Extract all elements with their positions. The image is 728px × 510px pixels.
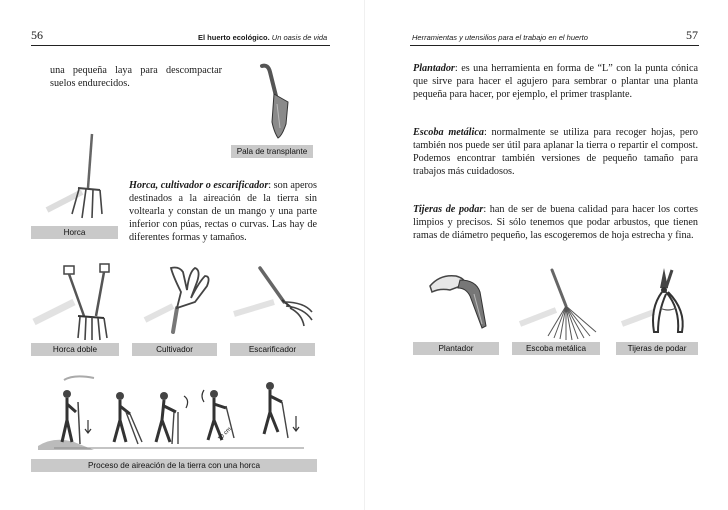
- horca-text: : son aperos destinados a la aireación de la tierra sin voltearla y constan de un mango y una parte inferior con púas, rectas o curvas. Las hay de diferentes formas y tamaños.: [129, 180, 317, 243]
- caption-tijeras: Tijeras de podar: [616, 342, 698, 355]
- tijeras-paragraph: [413, 203, 698, 242]
- scarifier-illustration: [234, 262, 324, 342]
- rake-illustration: [516, 266, 606, 342]
- caption-plantador: Plantador: [413, 342, 499, 355]
- worker-figure-1: [62, 390, 91, 444]
- fork-illustration: [42, 132, 112, 222]
- left-page-number: 56: [31, 28, 43, 42]
- caption-escarificador: Escarificador: [230, 343, 315, 356]
- cultivator-illustration: [143, 262, 223, 342]
- escoba-term: Escoba metálica: [413, 127, 484, 138]
- pruning-shears-illustration: [620, 264, 700, 342]
- measure-label: 10 cm: [217, 426, 233, 443]
- plantador-term: Plantador: [413, 63, 455, 74]
- running-head-subtitle: Un oasis de vida: [271, 33, 328, 42]
- caption-horca: Horca: [31, 226, 118, 239]
- gutter: [364, 0, 365, 510]
- left-header-rule: [31, 45, 330, 46]
- tijeras-text: : han de ser de buena calidad para hacer los cortes limpios y precisos. Si sólo tenemos que podar arbustos, que tienen ramas de diámetro pequeño, las escogeremos de hoja estrecha y fina.: [413, 204, 698, 241]
- escoba-paragraph: [413, 126, 698, 178]
- caption-cultivador: Cultivador: [132, 343, 217, 356]
- caption-pala: Pala de transplante: [231, 145, 313, 158]
- plantador-paragraph: [413, 62, 698, 101]
- right-running-head: Herramientas y utensilios para el trabajo en el huerto: [412, 33, 588, 42]
- worker-figure-2: [114, 392, 142, 444]
- horca-paragraph: [129, 179, 317, 244]
- intro-paragraph: una pequeña laya para descompactar suelos endurecidos.: [50, 65, 222, 89]
- worker-figure-5: [264, 382, 299, 438]
- worker-figure-3: [156, 392, 188, 444]
- double-fork-illustration: [34, 262, 124, 342]
- left-running-head: [198, 33, 327, 42]
- plantador-text: : es una herramienta en forma de “L” con la punta cónica que sirve para hacer el agujero para sembrar o plantar una planta pequeña para hacer, por ejemplo, el primer trasplante.: [413, 63, 698, 100]
- caption-proceso: Proceso de aireación de la tierra con una horca: [31, 459, 317, 472]
- tijeras-term: Tijeras de podar: [413, 204, 484, 215]
- running-head-title: El huerto ecológico.: [198, 33, 270, 42]
- aeration-process-illustration: [34, 372, 314, 454]
- dibber-illustration: [420, 266, 500, 342]
- trowel-illustration: [252, 62, 312, 142]
- escoba-text: : normalmente se utiliza para recoger hojas, pero también nos puede ser útil para aplanar la tierra o repartir el compost. Podemos encontrar también versiones de pequeño tamaño para trabajos más cuidadosos.: [413, 127, 698, 177]
- caption-escoba: Escoba metálica: [512, 342, 600, 355]
- caption-horca-doble: Horca doble: [31, 343, 119, 356]
- right-page-number: 57: [686, 28, 698, 42]
- right-header-rule: [410, 45, 699, 46]
- horca-term: Horca, cultivador o escarificador: [129, 180, 269, 191]
